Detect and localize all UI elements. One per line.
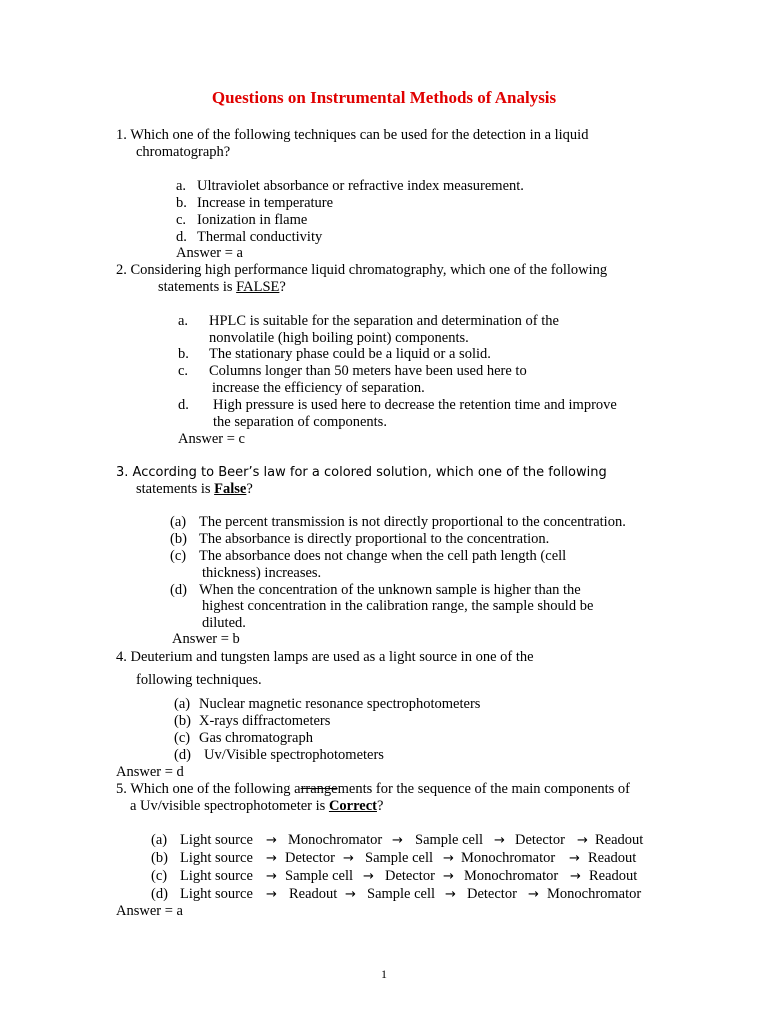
page-number: 1 (381, 967, 387, 981)
q3-option-d-line2: highest concentration in the calibration range, the sample should be (202, 598, 594, 614)
q1-option-b-label: b. (176, 195, 187, 211)
q1-option-d-label: d. (176, 229, 187, 245)
q5-a-item-1: Light source (180, 832, 253, 848)
arrow-icon: → (266, 869, 277, 884)
q3-option-a: The percent transmission is not directly proportional to the concentration. (199, 514, 626, 530)
q3-option-d-line1: When the concentration of the unknown sample is higher than the (199, 582, 581, 598)
q2-answer: Answer = c (178, 431, 245, 447)
q5-a-item-2: Monochromator (288, 832, 383, 848)
q1-text-line2: chromatograph? (136, 144, 231, 160)
q2-option-b: The stationary phase could be a liquid or a solid. (209, 346, 491, 362)
q3-text-line2: statements is False? (136, 481, 253, 497)
q5-answer: Answer = a (116, 903, 183, 919)
q2-option-d-label: d. (178, 397, 189, 413)
q5-text-line2: a Uv/visible spectrophotometer is Correct? (130, 798, 384, 814)
page-title: Questions on Instrumental Methods of Analysis (211, 88, 557, 107)
q3-text-line1: 3. According to Beer’s law for a colored solution, which one of the following (116, 465, 607, 480)
q2-text-line1: 2. Considering high performance liquid chromatography, which one of the following (116, 262, 608, 278)
q2-option-d-line1: High pressure is used here to decrease the retention time and improve (213, 397, 617, 413)
q3-option-c-label: (c) (170, 548, 187, 564)
q5-emphasis-correct: Correct (328, 798, 377, 814)
q2-text-line2: statements is FALSE? (158, 279, 286, 295)
q5-d-item-3: Sample cell (367, 886, 436, 902)
q5-option-a-label: (a) (151, 832, 168, 848)
q4-option-a-label: (a) (174, 696, 191, 712)
q5-text-line1: 5. Which one of the following arrangements for the sequence of the main components of (116, 781, 630, 797)
q2-option-a-label: a. (178, 313, 189, 329)
q2-option-d-line2: the separation of components. (213, 414, 387, 430)
q4-option-b: X-rays diffractometers (199, 713, 331, 729)
q4-option-a: Nuclear magnetic resonance spectrophotometers (199, 696, 481, 712)
arrow-icon: → (569, 851, 580, 866)
q2-option-c-line2: increase the efficiency of separation. (212, 380, 425, 396)
q5-d-item-2: Readout (289, 886, 338, 902)
q5-c-item-4: Monochromator (464, 868, 559, 884)
q1-option-b: Increase in temperature (197, 195, 334, 211)
q4-text-line2: following techniques. (136, 672, 262, 688)
q5-c-item-2: Sample cell (285, 868, 354, 884)
q5-a-item-3: Sample cell (415, 832, 484, 848)
arrow-icon: → (577, 833, 588, 848)
q1-option-c-label: c. (176, 212, 187, 228)
q5-d-item-5: Monochromator (547, 886, 642, 902)
q3-answer: Answer = b (172, 631, 240, 647)
q1-text-line1: 1. Which one of the following techniques can be used for the detection in a liquid (116, 127, 589, 143)
q3-option-c-line1: The absorbance does not change when the cell path length (cell (199, 548, 567, 564)
q3-option-d-line3: diluted. (202, 615, 246, 631)
q2-option-a-line1: HPLC is suitable for the separation and determination of the (209, 313, 559, 329)
q5-c-item-3: Detector (385, 868, 435, 884)
q1-option-a-label: a. (176, 178, 187, 194)
q5-a-item-4: Detector (515, 832, 565, 848)
arrow-icon: → (443, 851, 454, 866)
q4-option-b-label: (b) (174, 713, 191, 729)
arrow-icon: → (266, 887, 277, 902)
q2-option-c-label: c. (178, 363, 189, 379)
q5-c-item-5: Readout (589, 868, 638, 884)
q5-option-b-label: (b) (151, 850, 168, 866)
q4-text-line1: 4. Deuterium and tungsten lamps are used as a light source in one of the (116, 649, 534, 665)
q5-b-item-1: Light source (180, 850, 253, 866)
q5-option-c-label: (c) (151, 868, 168, 884)
q3-option-b-label: (b) (170, 531, 187, 547)
q5-b-item-2: Detector (285, 850, 335, 866)
arrow-icon: → (266, 851, 277, 866)
q5-b-item-5: Readout (588, 850, 637, 866)
arrow-icon: → (345, 887, 356, 902)
q3-option-d-label: (d) (170, 582, 187, 598)
q1-option-c: Ionization in flame (197, 212, 308, 228)
arrow-icon: → (392, 833, 403, 848)
q3-option-a-label: (a) (170, 514, 187, 530)
q4-option-d-label: (d) (174, 747, 191, 763)
q4-option-d: Uv/Visible spectrophotometers (204, 747, 384, 763)
q2-option-b-label: b. (178, 346, 189, 362)
arrow-icon: → (494, 833, 505, 848)
q3-option-c-line2: thickness) increases. (202, 565, 322, 581)
q5-d-item-1: Light source (180, 886, 253, 902)
q5-a-item-5: Readout (595, 832, 644, 848)
q5-option-d-label: (d) (151, 886, 168, 902)
arrow-icon: → (443, 869, 454, 884)
q5-c-item-1: Light source (180, 868, 253, 884)
arrow-icon: → (570, 869, 581, 884)
q1-answer: Answer = a (176, 245, 243, 261)
q1-option-d: Thermal conductivity (197, 229, 323, 245)
arrow-icon: → (363, 869, 374, 884)
q3-option-b: The absorbance is directly proportional to the concentration. (199, 531, 550, 547)
q2-option-c-line1: Columns longer than 50 meters have been used here to (209, 363, 527, 379)
q2-emphasis-false: FALSE (236, 279, 280, 295)
q4-answer: Answer = d (116, 764, 184, 780)
q1-option-a: Ultraviolet absorbance or refractive index measurement. (197, 178, 524, 194)
arrow-icon: → (266, 833, 277, 848)
q5-b-item-4: Monochromator (461, 850, 556, 866)
q5-b-item-3: Sample cell (365, 850, 434, 866)
arrow-icon: → (528, 887, 539, 902)
q4-option-c-label: (c) (174, 730, 191, 746)
q5-d-item-4: Detector (467, 886, 517, 902)
q2-option-a-line2: nonvolatile (high boiling point) components. (209, 330, 469, 346)
arrow-icon: → (445, 887, 456, 902)
q4-option-c: Gas chromatograph (199, 730, 313, 746)
q3-emphasis-false: False (214, 481, 247, 497)
arrow-icon: → (343, 851, 354, 866)
